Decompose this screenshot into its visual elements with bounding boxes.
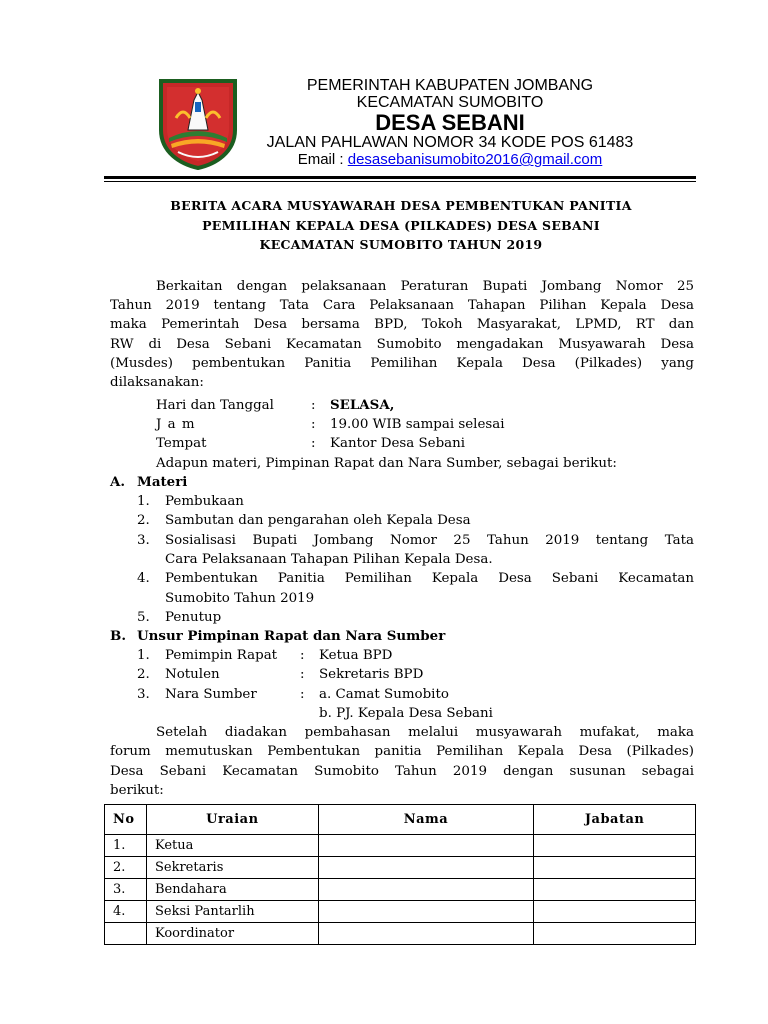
- cell-no: 2.: [105, 857, 147, 879]
- schedule-value-time: 19.00 WIB sampai selesai: [330, 417, 505, 432]
- letterhead-divider-thin: [104, 181, 696, 182]
- section-a-marker: A.: [110, 474, 126, 490]
- schedule-sep: :: [311, 417, 316, 432]
- list-item-continuation: Sumobito Tahun 2019: [165, 591, 315, 606]
- letterhead-divider-thick: [104, 176, 696, 179]
- list-item-number: 1.: [137, 494, 150, 509]
- list-item-number: 3.: [137, 687, 150, 702]
- cell-jabatan: [534, 901, 696, 923]
- cell-no: 4.: [105, 901, 147, 923]
- cell-uraian: Sekretaris: [146, 857, 318, 879]
- table-row: [105, 835, 696, 857]
- intro-line: RW di Desa Sebani Kecamatan Sumobito mengadakan Musyawarah Desa: [110, 337, 694, 352]
- list-item-continuation: Cara Pelaksanaan Tahapan Pilihan Kepala Desa.: [165, 552, 493, 567]
- letterhead-village: DESA SEBANI: [375, 110, 525, 135]
- intro-line: dilaksanakan:: [110, 375, 204, 390]
- section-a-heading: Materi: [137, 474, 188, 490]
- list-item: Pembentukan Panitia Pemilihan Kepala Desa Sebani Kecamatan: [165, 571, 694, 586]
- cell-nama: [318, 923, 534, 945]
- conclusion-line: Setelah diadakan pembahasan melalui musyawarah mufakat, maka: [156, 725, 694, 740]
- cell-uraian: Bendahara: [146, 879, 318, 901]
- intro-line: Tahun 2019 tentang Tata Cara Pelaksanaan Tahapan Pilihan Kepala Desa: [110, 298, 694, 313]
- cell-uraian: Seksi Pantarlih: [146, 901, 318, 923]
- role-label: Nara Sumber: [165, 687, 257, 702]
- committee-table: [104, 804, 696, 945]
- cell-no: 3.: [105, 879, 147, 901]
- cell-nama: [318, 835, 534, 857]
- cell-no: [105, 923, 147, 945]
- cell-jabatan: [534, 879, 696, 901]
- list-item: Sosialisasi Bupati Jombang Nomor 25 Tahun 2019 tentang Tata: [165, 533, 694, 548]
- document-title-line-3: KECAMATAN SUMOBITO TAHUN 2019: [259, 237, 543, 252]
- intro-line: maka Pemerintah Desa bersama BPD, Tokoh Masyarakat, LPMD, RT dan: [110, 317, 694, 332]
- intro-line: (Musdes) pembentukan Panitia Pemilihan Kepala Desa (Pilkades) yang: [110, 356, 694, 371]
- cell-no: 1.: [105, 835, 147, 857]
- cell-nama: [318, 879, 534, 901]
- list-item-number: 2.: [137, 667, 150, 682]
- conclusion-line: berikut:: [110, 783, 164, 798]
- role-sep: :: [300, 667, 305, 682]
- list-item: Pembukaan: [165, 494, 244, 509]
- email-link[interactable]: desasebanisumobito2016@gmail.com: [347, 151, 603, 168]
- list-item: Sambutan dan pengarahan oleh Kepala Desa: [165, 513, 471, 528]
- column-header-jabatan: Jabatan: [534, 805, 696, 835]
- schedule-label-date: Hari dan Tanggal: [156, 398, 274, 413]
- email-label: Email :: [297, 151, 348, 168]
- cell-jabatan: [534, 835, 696, 857]
- role-sep: :: [300, 648, 305, 663]
- column-header-nama: Nama: [318, 805, 534, 835]
- schedule-sep: :: [311, 398, 316, 413]
- cell-uraian: Koordinator: [146, 923, 318, 945]
- table-header-row: [105, 805, 696, 835]
- column-header-no: No: [105, 805, 147, 835]
- regency-coat-of-arms-icon: [158, 78, 238, 170]
- table-row: [105, 857, 696, 879]
- conclusion-line: forum memutuskan Pembentukan panitia Pemilihan Kepala Desa (Pilkades): [110, 744, 694, 759]
- role-label: Pemimpin Rapat: [165, 648, 278, 663]
- section-b-marker: B.: [110, 628, 126, 644]
- cell-nama: [318, 857, 534, 879]
- letterhead-email-line: [240, 151, 660, 168]
- cell-jabatan: [534, 857, 696, 879]
- list-item-number: 2.: [137, 513, 150, 528]
- list-item-number: 4.: [137, 571, 150, 586]
- schedule-sep: :: [311, 436, 316, 451]
- list-item-number: 1.: [137, 648, 150, 663]
- list-item-number: 5.: [137, 610, 150, 625]
- table-row: [105, 901, 696, 923]
- schedule-value-date: SELASA,: [330, 397, 395, 413]
- role-value: a. Camat Sumobito: [319, 687, 449, 702]
- letterhead-government: PEMERINTAH KABUPATEN JOMBANG: [306, 77, 594, 94]
- role-value: b. PJ. Kepala Desa Sebani: [319, 706, 493, 721]
- role-value: Sekretaris BPD: [319, 667, 424, 682]
- intro-line: Berkaitan dengan pelaksanaan Peraturan Bupati Jombang Nomor 25: [156, 279, 694, 294]
- cell-jabatan: [534, 923, 696, 945]
- letterhead-address: JALAN PAHLAWAN NOMOR 34 KODE POS 61483: [266, 134, 634, 151]
- document-title-line-1: BERITA ACARA MUSYAWARAH DESA PEMBENTUKAN PANITIA: [170, 198, 632, 213]
- agenda-intro: Adapun materi, Pimpinan Rapat dan Nara Sumber, sebagai berikut:: [156, 456, 617, 471]
- schedule-label-time: J a m: [156, 417, 196, 432]
- schedule-label-place: Tempat: [156, 436, 207, 451]
- list-item-number: 3.: [137, 533, 150, 548]
- document-title-line-2: PEMILIHAN KEPALA DESA (PILKADES) DESA SEBANI: [202, 218, 600, 233]
- table-row: [105, 879, 696, 901]
- column-header-uraian: Uraian: [146, 805, 318, 835]
- role-sep: :: [300, 687, 305, 702]
- schedule-value-place: Kantor Desa Sebani: [330, 436, 466, 451]
- letterhead-district: KECAMATAN SUMOBITO: [356, 94, 544, 111]
- section-b-heading: Unsur Pimpinan Rapat dan Nara Sumber: [137, 628, 446, 644]
- conclusion-line: Desa Sebani Kecamatan Sumobito Tahun 2019 dengan susunan sebagai: [110, 764, 694, 779]
- role-label: Notulen: [165, 667, 220, 682]
- role-value: Ketua BPD: [319, 648, 393, 663]
- cell-nama: [318, 901, 534, 923]
- cell-uraian: Ketua: [146, 835, 318, 857]
- list-item: Penutup: [165, 610, 222, 625]
- table-row: [105, 923, 696, 945]
